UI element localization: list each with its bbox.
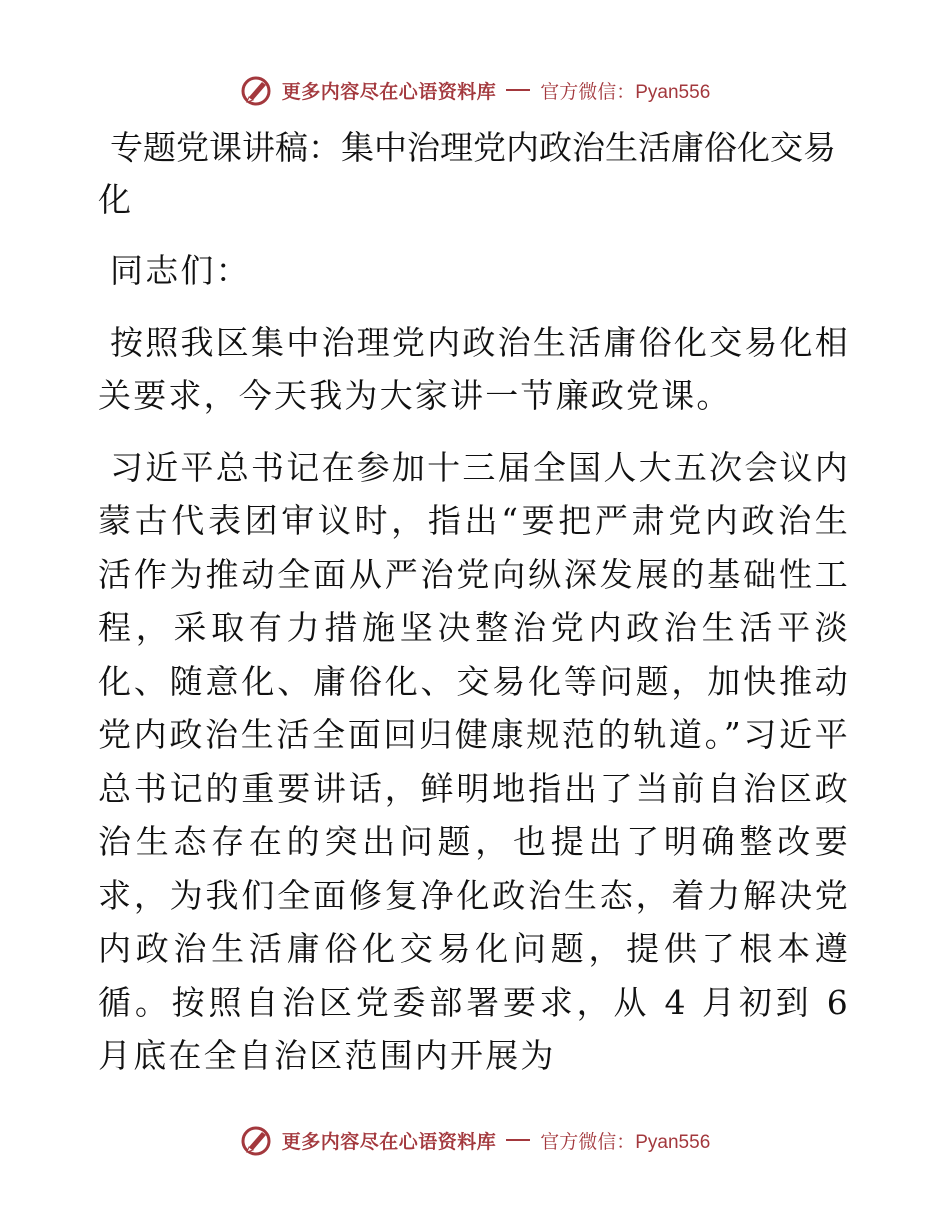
footer-banner-handle: 官方微信：Pyan556 bbox=[540, 1131, 711, 1153]
paragraph-1: 按照我区集中治理党内政治生活庸俗化交易化相关要求，今天我为大家讲一节廉政党课。 bbox=[98, 322, 850, 415]
header-banner-handle: 官方微信：Pyan556 bbox=[540, 81, 711, 103]
pen-logo-icon bbox=[240, 1123, 274, 1157]
footer-banner-dash bbox=[506, 1139, 530, 1141]
paragraph-2: 习近平总书记在参加十三届全国人大五次会议内蒙古代表团审议时，指出“要把严肃党内政治生活作为推动全面从严治党向纵深发展的基础性工程，采取有力措施坚决整治党内政治生活平淡化、随意化、庸俗化、交易化等问题，加快推动党内政治生活全面回归健康规范的轨道。”习近平总书记的重要讲话，鲜明地指出了当前自治区政治生态存在的突出问题，也提出了明确整改要求，为我们全面修复净化政治生态，着力解决党内政治生活庸俗化交易化问题，提供了根本遵循。按照自治区党委部署要求，从 4 月初到 6 月底在全自治区范围内开展为 bbox=[98, 447, 850, 1075]
header-banner-dash bbox=[506, 89, 530, 91]
document-title: 专题党课讲稿：集中治理党内政治生活庸俗化交易化 bbox=[98, 128, 836, 219]
document-body bbox=[98, 122, 850, 1101]
header-banner-text: 更多内容尽在心语资料库 bbox=[281, 80, 497, 103]
header-watermark-banner bbox=[0, 72, 950, 108]
footer-watermark-banner bbox=[0, 1122, 950, 1158]
footer-banner-text: 更多内容尽在心语资料库 bbox=[281, 1130, 497, 1153]
salutation: 同志们： bbox=[110, 251, 251, 290]
pen-logo-icon bbox=[240, 73, 274, 107]
